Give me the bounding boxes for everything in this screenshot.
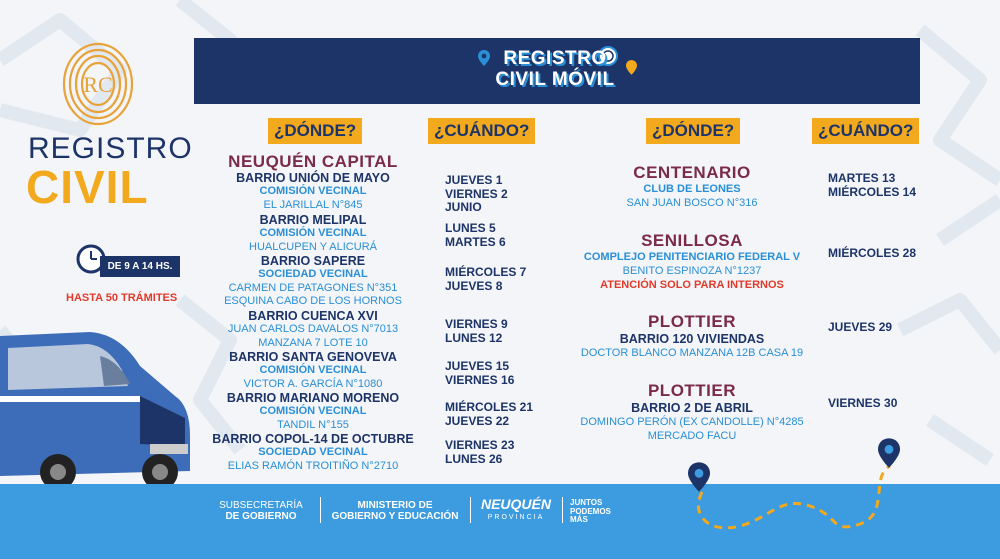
location-address: HUALCUPEN Y ALICURÁ [249,240,377,253]
location-address: EL JARILLAL N°845 [263,198,363,211]
dates-block [445,222,506,249]
location-place: BARRIO 120 VIVIENDAS [619,332,765,346]
footer-divider [562,497,563,523]
logo-word-registro: REGISTRO [28,132,193,165]
mobile-van-illustration [0,326,200,496]
location-address: SAN JUAN BOSCO N°316 [626,197,758,209]
hours-badge: DE 9 A 14 HS. [100,256,180,277]
location-address: ESQUINA CABO DE LOS HORNOS [224,295,402,308]
date-line: JUEVES 1 [445,173,503,187]
location-org: CLUB DE LEONES [643,183,741,195]
date-line: MARTES 6 [445,234,506,249]
location-address: MERCADO FACU [647,430,737,442]
city-title: CENTENARIO [633,163,751,182]
date-line: MIÉRCOLES 21 [445,400,534,414]
dates-block [828,172,916,199]
date-line: MIÉRCOLES 14 [828,184,917,199]
footer-divider [470,497,471,523]
logo-monogram: RC [83,72,113,97]
footer-text: MINISTERIO DE [357,500,433,511]
header-when-right: ¿CUÁNDO? [812,118,919,144]
location-org: COMISIÓN VECINAL [259,227,367,240]
footer-neuquen-brand [478,497,554,523]
date-line: JUEVES 22 [445,413,510,428]
location-address: BENITO ESPINOZA N°1237 [622,265,762,277]
date-line: MIÉRCOLES 7 [445,265,527,279]
fingerprint-logo-icon [60,40,136,126]
footer-text: PODEMOS [570,506,611,516]
footer-text: GOBIERNO Y EDUCACIÓN [331,511,459,522]
date-line: VIERNES 9 [445,317,508,331]
city-title: SENILLOSA [641,231,743,250]
dates-block [445,266,526,293]
location-entry [206,255,420,310]
city-title: PLOTTIER [647,381,737,400]
footer-brand-text: NEUQUÉN [480,496,551,512]
footer-text: JUNTOS [570,498,603,507]
left-locations [206,152,420,474]
location-org: SOCIEDAD VECINAL [258,268,368,281]
date-line: MARTES 13 [828,171,896,185]
location-entry [206,172,420,214]
location-entry [562,381,822,443]
header-when-left: ¿CUÁNDO? [428,118,535,144]
footer-divider [320,497,321,523]
location-place: BARRIO 2 DE ABRIL [631,401,753,415]
location-place: BARRIO SAPERE [260,254,366,268]
footer-subsecretaria [216,500,306,522]
dates-block [445,439,514,466]
location-entry [206,433,420,474]
location-address: ELIAS RAMÓN TROITIÑO N°2710 [227,459,399,472]
dates-block [445,174,508,215]
location-org: COMPLEJO PENITENCIARIO FEDERAL V [583,251,801,263]
location-note: ATENCIÓN SOLO PARA INTERNOS [600,279,784,291]
dates-block [445,360,514,387]
location-place: BARRIO MARIANO MORENO [226,391,400,405]
location-entry [206,392,420,433]
location-place: BARRIO SANTA GENOVEVA [229,350,397,364]
location-entry [562,231,822,292]
footer-brand-subtext: PROVINCIA [487,514,545,521]
tramites-limit: HASTA 50 TRÁMITES [66,292,178,304]
date-line: JUEVES 8 [445,278,503,293]
date-line: JUEVES 29 [828,320,893,334]
date-line: JUEVES 15 [445,359,510,373]
dates-block [445,401,533,428]
location-place: BARRIO UNIÓN DE MAYO [236,171,390,185]
location-place: BARRIO CUENCA XVI [248,309,378,323]
location-pin-icon [878,438,900,468]
date-line: VIERNES 23 [445,438,515,452]
date-line: MIÉRCOLES 28 [828,246,917,260]
city-title: PLOTTIER [647,312,737,331]
banner-title-line1: REGISTRO [503,48,607,69]
location-address: JUAN CARLOS DAVALOS N°7013 [227,323,399,336]
location-place: BARRIO MELIPAL [259,213,367,227]
banner-title [470,48,640,90]
date-line: JUNIO [445,200,482,214]
footer-text: MÁS [570,515,588,524]
dates-block [828,247,916,261]
dates-block [828,321,892,335]
date-line: LUNES 26 [445,451,503,466]
dates-block [828,397,897,411]
location-org: SOCIEDAD VECINAL [258,446,368,459]
location-address: VICTOR A. GARCÍA N°1080 [243,377,383,390]
date-line: VIERNES 30 [828,396,898,410]
date-line: LUNES 5 [445,221,496,235]
location-org: COMISIÓN VECINAL [259,405,367,418]
logo-word-civil: CIVIL [26,161,149,213]
location-address: MANZANA 7 LOTE 10 [258,336,368,349]
location-address: TANDIL N°155 [277,418,349,431]
date-line: LUNES 12 [445,330,503,345]
location-entry [206,310,420,351]
location-org: COMISIÓN VECINAL [259,364,367,377]
location-pin-icon [688,462,710,492]
header-where-right: ¿DÓNDE? [646,118,740,144]
date-line: VIERNES 16 [445,372,515,387]
footer-text: SUBSECRETARÍA [219,500,303,511]
footer-text: DE GOBIERNO [225,511,297,522]
location-address: DOMINGO PERÓN (EX CANDOLLE) N°4285 [580,416,804,428]
location-org: COMISIÓN VECINAL [259,185,367,198]
location-address: CARMEN DE PATAGONES N°351 [228,281,398,294]
dates-block [445,318,508,345]
location-address: DOCTOR BLANCO MANZANA 12B CASA 19 [580,347,804,359]
location-entry [562,163,822,210]
location-entry [206,214,420,255]
location-entry [562,312,822,360]
location-entry [206,351,420,392]
city-title: NEUQUÉN CAPITAL [228,152,398,171]
location-place: BARRIO COPOL-14 DE OCTUBRE [212,432,414,446]
banner-title-line2: CIVIL MÓVIL [495,69,615,90]
date-line: VIERNES 2 [445,186,508,201]
footer-slogan [570,499,620,525]
header-where-left: ¿DÓNDE? [268,118,362,144]
footer-ministerio [330,500,460,522]
